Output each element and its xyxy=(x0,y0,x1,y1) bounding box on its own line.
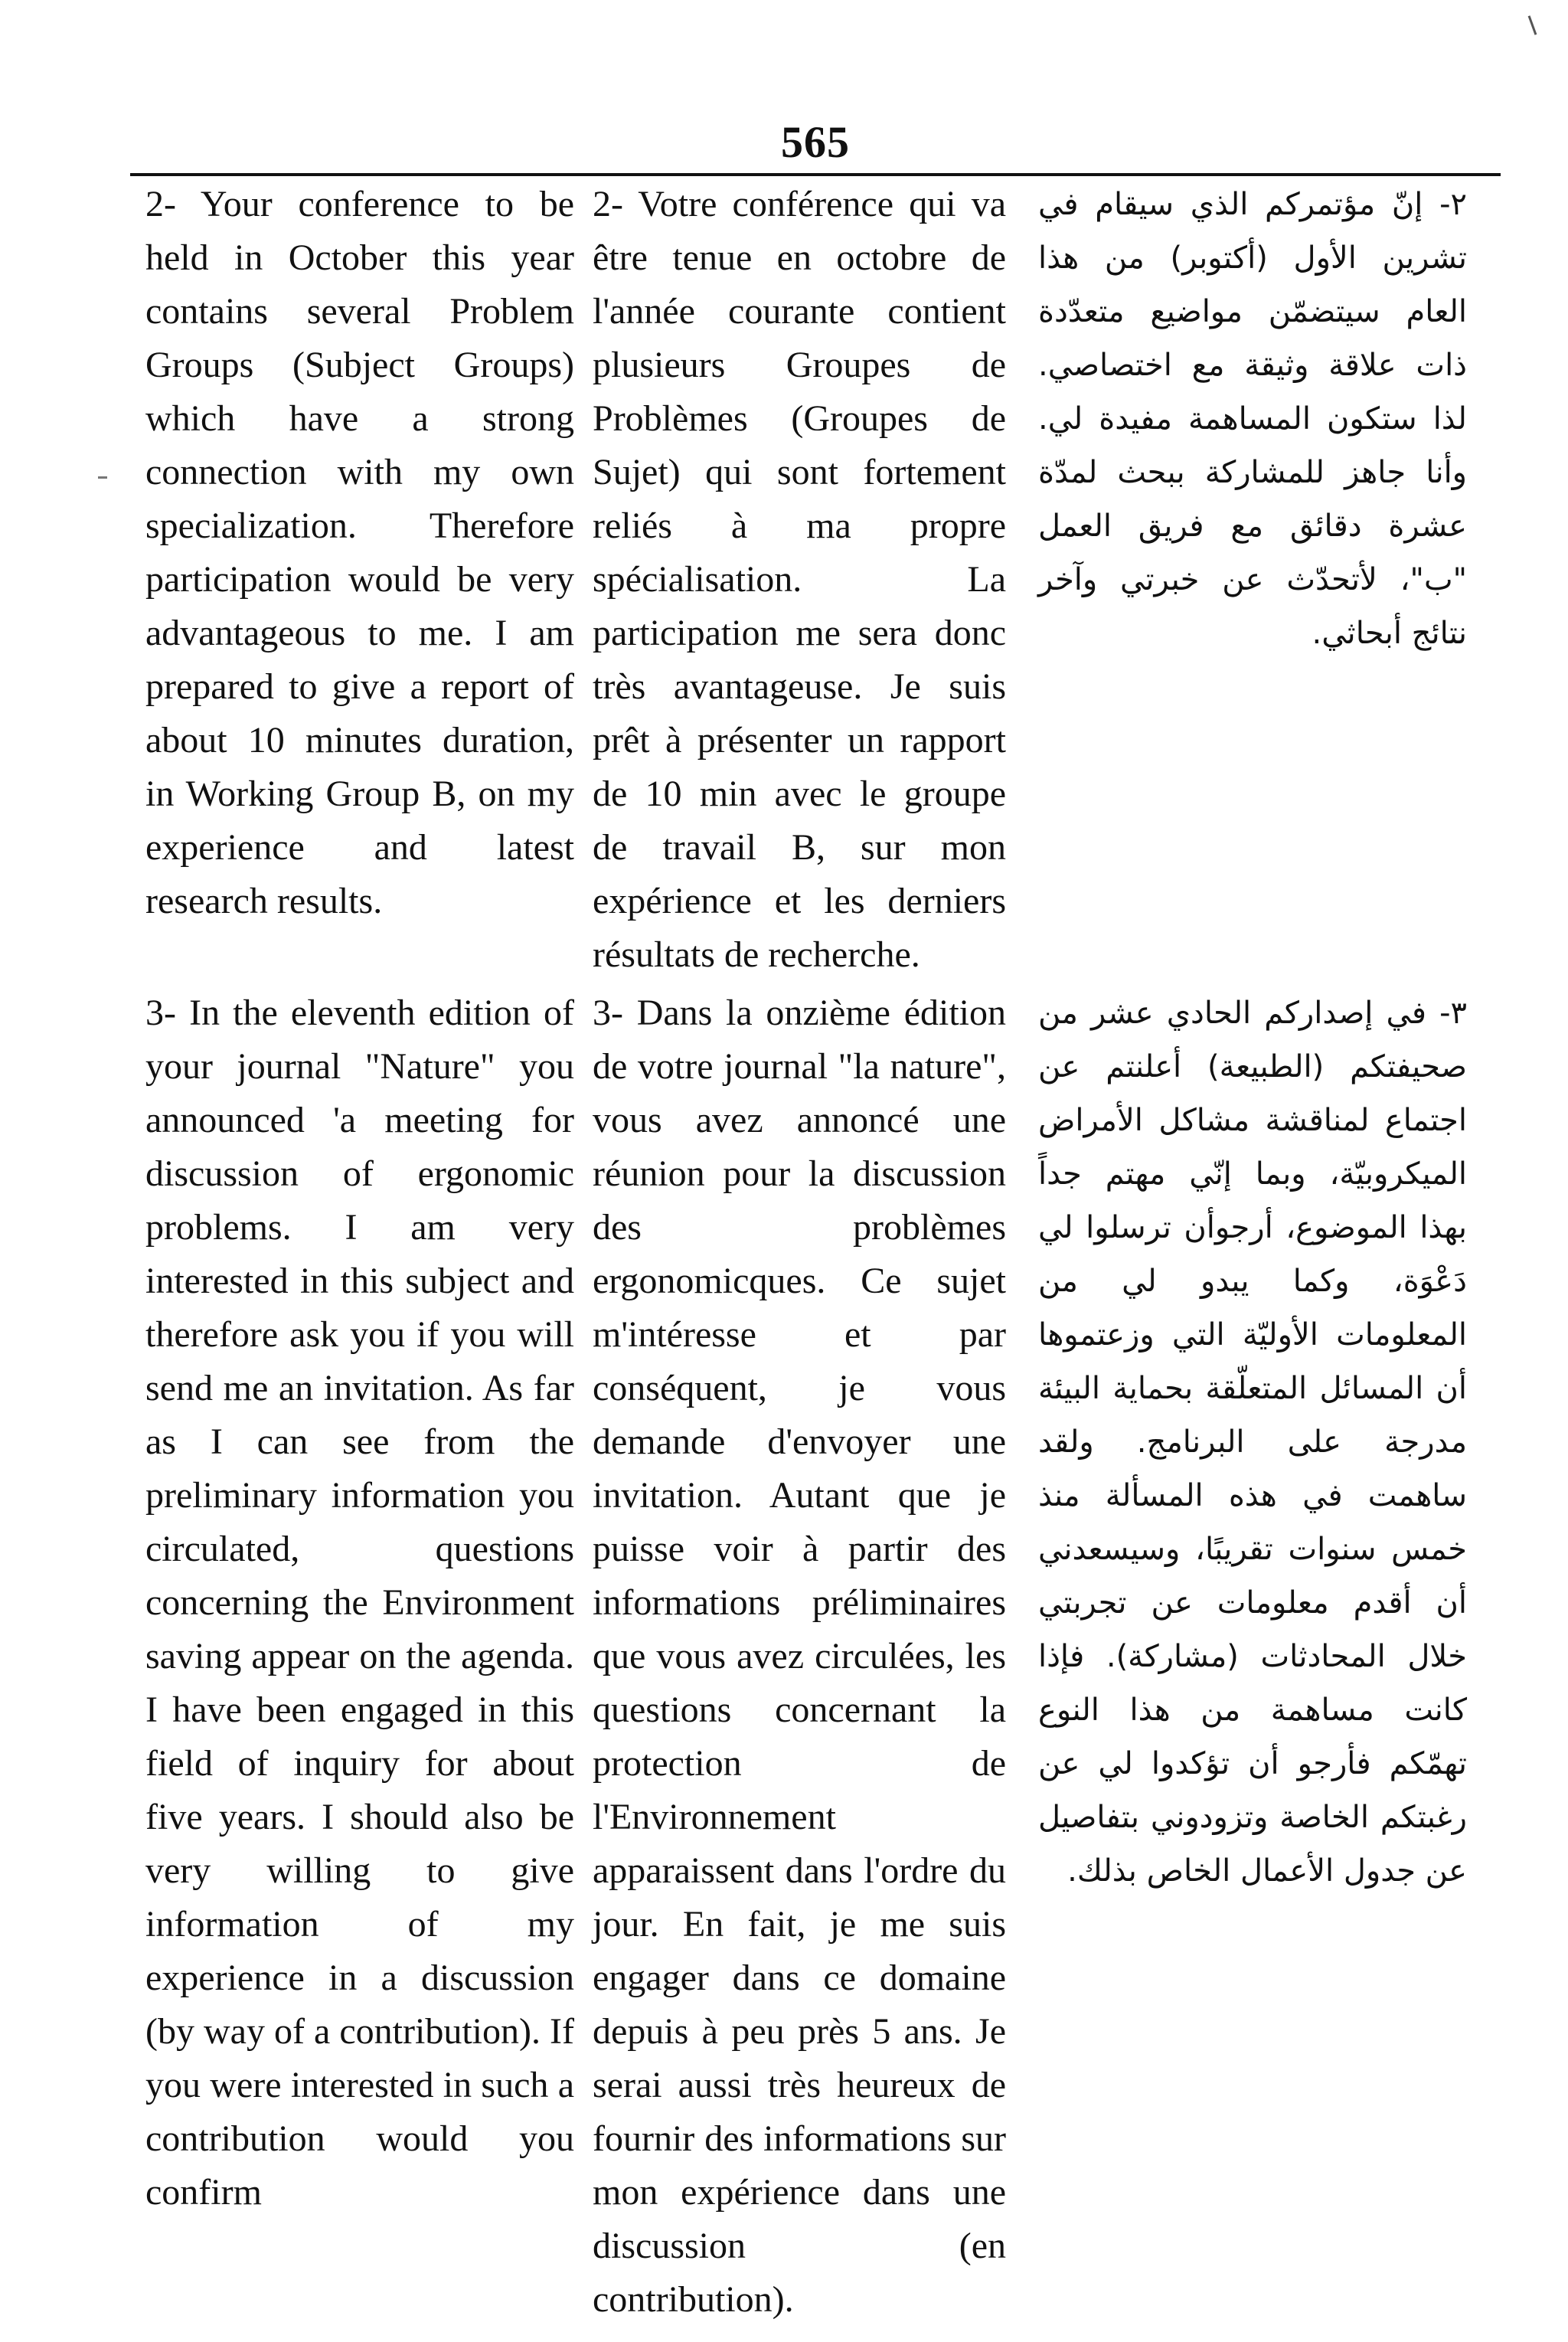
french-column-para-2 xyxy=(593,178,1006,982)
arabic-column-para-2 xyxy=(1038,178,1467,660)
french-column-para-3 xyxy=(593,986,1006,2327)
french-paragraph-2: 2- Votre conférence qui va être tenue en octobre de l'année courante contient plusieurs Groupes de Problèmes (Groupes de Sujet) qui sont fortement reliés à ma propre spécialisation. La participation me sera donc très avantageuse. Je suis prêt à présenter un rapport de 10 min avec le groupe de travail B, sur mon expérience et les derniers résultats de recherche. xyxy=(593,184,1006,975)
french-paragraph-3: 3- Dans la onzième édition de votre journal "la nature", vous avez annoncé une réunion pour la discussion des problèmes ergonomicques. Ce sujet m'intéresse et par conséquent, je vous demande d'envoyer une invitation. Autant que je puisse voir à partir des informations préliminaires que vous avez circulées, les questions concernant la protection de l'Environnement apparaissent dans l'ordre du jour. En fait, je me suis engager dans ce domaine depuis à peu près 5 ans. Je serai aussi très heureux de fournir des informations sur mon expérience dans une discussion (en contribution). xyxy=(593,993,1006,2320)
english-paragraph-3: 3- In the eleventh edition of your journal "Nature" you announced 'a meeting for discussion of ergonomic problems. I am very interested in this subject and therefore ask you if you will send me an invitation. As far as I can see from the preliminary information you circulated, questions concerning the Environment saving appear on the agenda. I have been engaged in this field of inquiry for about five years. I should also be very willing to give information of my experience in a discussion (by way of a contribution). If you were interested in such a contribution would you confirm xyxy=(145,993,574,2213)
header-rule xyxy=(130,173,1501,176)
arabic-paragraph-2: ٢- إنّ مؤتمركم الذي سيقام في تشرين الأول (أكتوبر) من هذا العام سيتضمّن مواضيع متعدّدة ذات علاقة وثيقة مع اختصاصي. لذا ستكون المساهمة مفيدة لي. وأنا جاهز للمشاركة ببحث لمدّة عشرة دقائق مع فريق العمل "ب"، لأتحدّث عن خبرتي وآخر نتائج أبحاثي. xyxy=(1038,187,1467,651)
page-number: 565 xyxy=(781,117,850,167)
english-paragraph-2: 2- Your conference to be held in October this year contains several Problem Groups (Subject Groups) which have a strong connection with my own specialization. Therefore participation would be very advantageous to me. I am prepared to give a report of about 10 minutes duration, in Working Group B, on my experience and latest research results. xyxy=(145,184,574,921)
arabic-column-para-3 xyxy=(1038,986,1467,1898)
english-column-para-3 xyxy=(145,986,574,2219)
english-column-para-2 xyxy=(145,178,574,928)
margin-dash-mark xyxy=(98,476,107,479)
margin-pen-mark xyxy=(1528,15,1537,34)
arabic-paragraph-3: ٣- في إصداركم الحادي عشر من صحيفتكم (الطبيعة) أعلنتم عن اجتماع لمناقشة مشاكل الأمراض الميكروبيّة، وبما إنّي مهتم جداً بهذا الموضوع، أرجوأن ترسلوا لي دَعْوَة، وكما يبدو لي من المعلومات الأوليّة التي وزعتموها أن المسائل المتعلّقة بحماية البيئة مدرجة على البرنامج. ولقد ساهمت في هذه المسألة منذ خمس سنوات تقريبًا، وسيسعدني أن أقدم معلومات عن تجربتي خلال المحادثات (مشاركة). فإذا كانت مساهمة من هذا النوع تهمّكم فأرجو أن تؤكدوا لي عن رغبتكم الخاصة وتزودوني بتفاصيل عن جدول الأعمال الخاص بذلك. xyxy=(1038,996,1467,1889)
